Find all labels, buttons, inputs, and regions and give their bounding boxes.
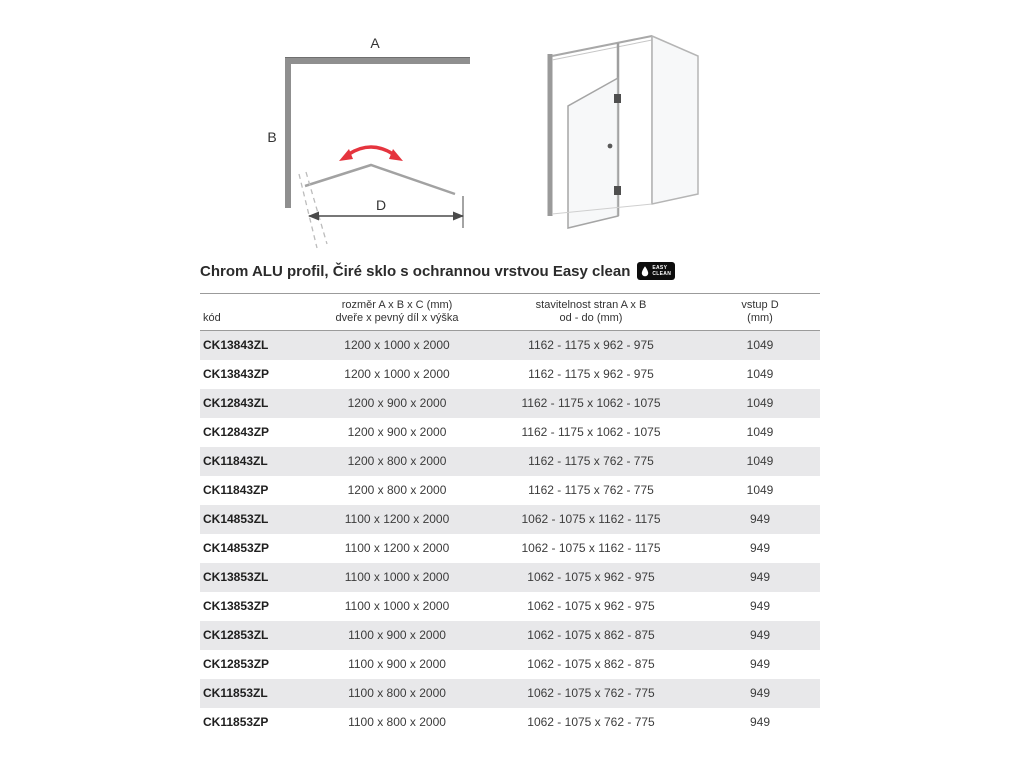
col-header-stavitelnost <box>482 294 700 331</box>
cell-value: 1100 x 1000 x 2000 <box>344 599 450 613</box>
cell-value: 1049 <box>746 338 774 353</box>
cell-value: 1200 x 1000 x 2000 <box>344 367 450 381</box>
dim-arrowhead-d-right <box>453 212 464 221</box>
cell-value: 949 <box>749 512 771 526</box>
cell-value: 1162 - 1175 x 762 - 775 <box>528 483 654 497</box>
cell-value: 1162 - 1175 x 1062 - 1075 <box>521 425 661 439</box>
swing-arrowhead-left <box>339 149 353 161</box>
table-row <box>200 650 820 679</box>
cell-product-code: CK14853ZL <box>203 512 269 526</box>
table-row <box>200 592 820 621</box>
cell-value: 1200 x 900 x 2000 <box>347 425 447 439</box>
cell-value: 1200 x 800 x 2000 <box>347 483 447 497</box>
cell-value: 1200 x 800 x 2000 <box>347 454 447 468</box>
col-header-kod <box>200 294 312 331</box>
cell-value: 949 <box>749 686 771 700</box>
table-row <box>200 534 820 563</box>
cell-value: 1100 x 900 x 2000 <box>348 628 446 642</box>
iso-handle <box>608 144 613 149</box>
cell-value: 1200 x 900 x 2000 <box>347 396 447 410</box>
cell-product-code: CK12843ZP <box>203 425 270 439</box>
dim-label-d: D <box>375 197 387 213</box>
dim-label-a: A <box>370 35 380 51</box>
cell-value: 1062 - 1075 x 1162 - 1175 <box>521 541 661 555</box>
cell-product-code: CK12853ZP <box>203 657 270 671</box>
col-header-stavitelnost-line1: stavitelnost stran A x B <box>535 299 647 311</box>
cell-value: 949 <box>749 570 771 584</box>
col-header-vstup <box>700 294 820 331</box>
cell-value: 1049 <box>746 425 774 439</box>
table-row <box>200 679 820 708</box>
dim-label-b: B <box>267 129 277 145</box>
cell-value: 949 <box>749 599 771 613</box>
col-header-rozmer-line1: rozměr A x B x C (mm) <box>341 299 453 311</box>
cell-product-code: CK14853ZP <box>203 541 270 555</box>
iso-top-rail <box>552 36 652 56</box>
table-row <box>200 708 820 737</box>
cell-product-code: CK11853ZP <box>203 715 269 729</box>
cell-value: 1062 - 1075 x 762 - 775 <box>527 686 655 700</box>
cell-value: 1162 - 1175 x 762 - 775 <box>528 454 654 468</box>
cell-value: 1162 - 1175 x 962 - 975 <box>528 338 654 353</box>
cell-product-code: CK13853ZL <box>203 570 269 584</box>
table-row <box>200 331 820 360</box>
swing-arrow <box>349 147 393 154</box>
iso-hinge-top <box>614 94 621 103</box>
iso-hinge-bottom <box>614 186 621 195</box>
badge-line2: CLEAN <box>652 271 672 277</box>
cell-value: 1062 - 1075 x 862 - 875 <box>527 628 655 642</box>
easy-clean-badge-text <box>652 265 671 277</box>
col-header-rozmer-line2: dveře x pevný díl x výška <box>335 312 459 324</box>
cell-value: 949 <box>749 657 771 671</box>
spec-table-body <box>200 331 820 737</box>
col-header-vstup-line1: vstup D <box>741 299 779 311</box>
cell-value: 1100 x 900 x 2000 <box>348 657 446 671</box>
table-row <box>200 505 820 534</box>
cell-value: 1100 x 1200 x 2000 <box>344 512 450 526</box>
cell-value: 1049 <box>746 396 774 410</box>
spec-table-header <box>200 294 820 331</box>
cell-value: 1162 - 1175 x 962 - 975 <box>528 367 654 381</box>
cell-value: 1100 x 1200 x 2000 <box>344 541 450 555</box>
cell-value: 1062 - 1075 x 962 - 975 <box>527 599 655 613</box>
cell-value: 949 <box>749 628 771 642</box>
iso-top-rail-inner <box>552 40 652 60</box>
table-row <box>200 389 820 418</box>
cell-value: 1062 - 1075 x 762 - 775 <box>527 715 655 729</box>
cell-product-code: CK13843ZL <box>203 338 269 353</box>
cell-product-code: CK13853ZP <box>203 599 270 613</box>
col-header-vstup-line2: (mm) <box>747 312 773 324</box>
cell-product-code: CK11853ZL <box>203 686 268 700</box>
table-row <box>200 476 820 505</box>
product-illustration <box>530 26 725 241</box>
swing-arrowhead-right <box>389 149 403 161</box>
table-row <box>200 621 820 650</box>
table-row <box>200 360 820 389</box>
cell-value: 1049 <box>746 367 774 381</box>
cell-value: 1100 x 800 x 2000 <box>348 686 446 700</box>
table-row <box>200 447 820 476</box>
cell-value: 1100 x 800 x 2000 <box>348 715 446 729</box>
col-header-stavitelnost-line2: od - do (mm) <box>559 312 623 324</box>
cell-value: 1100 x 1000 x 2000 <box>344 570 450 584</box>
table-row <box>200 418 820 447</box>
table-row <box>200 563 820 592</box>
badge-line1: EASY <box>652 265 668 271</box>
cell-value: 1062 - 1075 x 1162 - 1175 <box>521 512 661 526</box>
cell-value: 1062 - 1075 x 962 - 975 <box>527 570 655 584</box>
folded-door-line <box>305 165 455 194</box>
title-row <box>200 262 675 280</box>
col-header-kod-label: kód <box>203 312 221 324</box>
spec-table <box>200 293 820 737</box>
cell-value: 1162 - 1175 x 1062 - 1075 <box>521 396 661 410</box>
cell-product-code: CK13843ZP <box>203 367 270 381</box>
cell-product-code: CK11843ZP <box>203 483 269 497</box>
cell-value: 1200 x 1000 x 2000 <box>344 338 450 353</box>
iso-fixed-panel <box>652 36 698 204</box>
cell-value: 949 <box>749 715 771 729</box>
cell-value: 1062 - 1075 x 862 - 875 <box>527 657 655 671</box>
easy-clean-badge <box>637 262 675 280</box>
col-header-rozmer <box>312 294 482 331</box>
page-title: Chrom ALU profil, Čiré sklo s ochrannou vrstvou Easy clean <box>200 262 631 280</box>
cell-product-code: CK12853ZL <box>203 628 269 642</box>
cell-value: 1049 <box>746 483 774 497</box>
cell-product-code: CK11843ZL <box>203 454 268 468</box>
dimension-diagram <box>263 28 483 263</box>
cell-product-code: CK12843ZL <box>203 396 269 410</box>
iso-door-panel <box>568 78 618 228</box>
water-drop-icon <box>641 266 649 277</box>
cell-value: 949 <box>749 541 771 555</box>
cell-value: 1049 <box>746 454 774 468</box>
